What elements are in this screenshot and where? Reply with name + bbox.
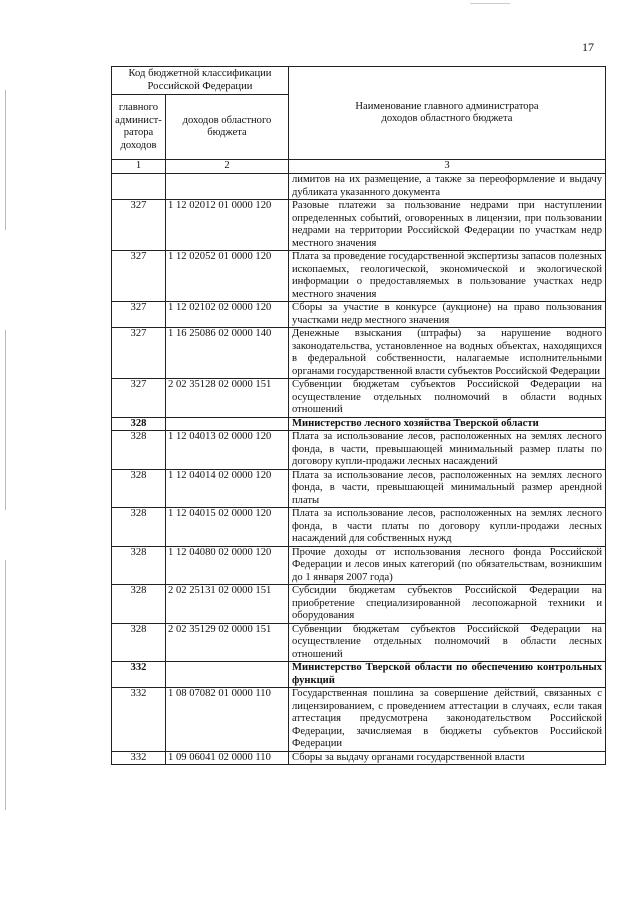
table-row [112, 379, 606, 418]
income-name-cell: Субсидии бюджетам субъектов Российской Федерации на приобретение специализированной лесопожарной техники и оборудования [289, 585, 606, 624]
header-num-2: 2 [166, 160, 289, 174]
income-code-cell: 1 08 07082 01 0000 110 [166, 688, 289, 752]
header-name: Наименование главного администратора доходов областного бюджета [289, 67, 606, 160]
income-code-cell: 1 16 25086 02 0000 140 [166, 328, 289, 379]
income-code-cell [166, 662, 289, 688]
income-name-cell: Субвенции бюджетам субъектов Российской Федерации на осуществление отдельных полномочий в области лесных отношений [289, 623, 606, 662]
table-row [112, 751, 606, 765]
admin-code-cell [112, 174, 166, 200]
admin-code-cell: 327 [112, 302, 166, 328]
admin-code-cell: 327 [112, 328, 166, 379]
admin-code-cell: 332 [112, 688, 166, 752]
budget-classification-table [111, 66, 606, 765]
income-name-cell: Прочие доходы от использования лесного фонда Российской Федерации и лесов иных категорий (по обязательствам, возникшим до 1 января 2007 года) [289, 546, 606, 585]
admin-code-cell: 332 [112, 662, 166, 688]
table-section-row [112, 417, 606, 431]
income-code-cell: 1 12 04014 02 0000 120 [166, 469, 289, 508]
income-name-cell: Министерство Тверской области по обеспечению контрольных функций [289, 662, 606, 688]
table-row [112, 623, 606, 662]
admin-code-cell: 328 [112, 623, 166, 662]
table-row [112, 508, 606, 547]
income-name-cell: Министерство лесного хозяйства Тверской области [289, 417, 606, 431]
income-name-cell: Сборы за участие в конкурсе (аукционе) на право пользования участками недр местного значения [289, 302, 606, 328]
income-name-cell: Сборы за выдачу органами государственной власти [289, 751, 606, 765]
header-code-group: Код бюджетной классификации Российской Федерации [112, 67, 289, 95]
table-row [112, 469, 606, 508]
income-name-cell: лимитов на их размещение, а также за переоформление и выдачу дубликата указанного документа [289, 174, 606, 200]
table-row [112, 546, 606, 585]
table-row [112, 585, 606, 624]
header-num-3: 3 [289, 160, 606, 174]
table-row [112, 302, 606, 328]
header-num-1: 1 [112, 160, 166, 174]
income-code-cell: 2 02 25131 02 0000 151 [166, 585, 289, 624]
income-code-cell: 1 12 04013 02 0000 120 [166, 431, 289, 470]
income-code-cell: 1 12 04080 02 0000 120 [166, 546, 289, 585]
header-income: доходов областного бюджета [166, 95, 289, 160]
scan-artifact [470, 3, 510, 4]
income-name-cell: Плата за использование лесов, расположенных на землях лесного фонда, в части, превышающей минимальный размер арендной платы [289, 469, 606, 508]
admin-code-cell: 328 [112, 585, 166, 624]
income-code-cell: 1 12 02102 02 0000 120 [166, 302, 289, 328]
page-number: 17 [582, 40, 594, 54]
income-name-cell: Плата за использование лесов, расположенных на землях лесного фонда, в части, превышающей минимальный размер платы по договору купли-продажи лесных насаждений [289, 431, 606, 470]
income-name-cell: Денежные взыскания (штрафы) за нарушение водного законодательства, установленное на водных объектах, находящихся в федеральной собственности, налагаемые исполнительными органами государственной власти субъектов Российской Федерации [289, 328, 606, 379]
admin-code-cell: 327 [112, 200, 166, 251]
table-row [112, 200, 606, 251]
admin-code-cell: 328 [112, 469, 166, 508]
income-name-cell: Субвенции бюджетам субъектов Российской Федерации на осуществление отдельных полномочий в области водных отношений [289, 379, 606, 418]
income-code-cell: 1 12 02052 01 0000 120 [166, 251, 289, 302]
income-name-cell: Разовые платежи за пользование недрами при наступлении определенных событий, оговоренных в лицензии, при пользовании недрами на территории Российской Федерации по участкам недр местного значения [289, 200, 606, 251]
admin-code-cell: 328 [112, 417, 166, 431]
income-code-cell [166, 174, 289, 200]
table-section-row [112, 662, 606, 688]
table-row [112, 328, 606, 379]
income-code-cell: 2 02 35128 02 0000 151 [166, 379, 289, 418]
income-name-cell: Государственная пошлина за совершение действий, связанных с лицензированием, с проведением аттестации в случаях, если такая аттестация предусмотрена законодательством Российской Федерации, зачисляемая в бюджеты субъектов Российской Федерации [289, 688, 606, 752]
admin-code-cell: 328 [112, 508, 166, 547]
income-code-cell: 2 02 35129 02 0000 151 [166, 623, 289, 662]
income-name-cell: Плата за проведение государственной экспертизы запасов полезных ископаемых, геологической, экономической и экологической информации о предоставляемых в пользование участках недр местного значения [289, 251, 606, 302]
admin-code-cell: 328 [112, 546, 166, 585]
income-code-cell [166, 417, 289, 431]
table-body [112, 174, 606, 765]
income-name-cell: Плата за использование лесов, расположенных на землях лесного фонда, в части платы по договору купли-продажи лесных насаждений для собственных нужд [289, 508, 606, 547]
budget-classification-table-container [111, 66, 605, 765]
admin-code-cell: 328 [112, 431, 166, 470]
table-row [112, 431, 606, 470]
table-row [112, 174, 606, 200]
header-admin: главного админист-ратора доходов [112, 95, 166, 160]
table-row [112, 688, 606, 752]
table-row [112, 251, 606, 302]
admin-code-cell: 327 [112, 251, 166, 302]
scan-artifact [5, 330, 6, 510]
income-code-cell: 1 12 02012 01 0000 120 [166, 200, 289, 251]
income-code-cell: 1 09 06041 02 0000 110 [166, 751, 289, 765]
admin-code-cell: 327 [112, 379, 166, 418]
scan-artifact [5, 90, 6, 230]
income-code-cell: 1 12 04015 02 0000 120 [166, 508, 289, 547]
admin-code-cell: 332 [112, 751, 166, 765]
scan-artifact [5, 560, 6, 810]
